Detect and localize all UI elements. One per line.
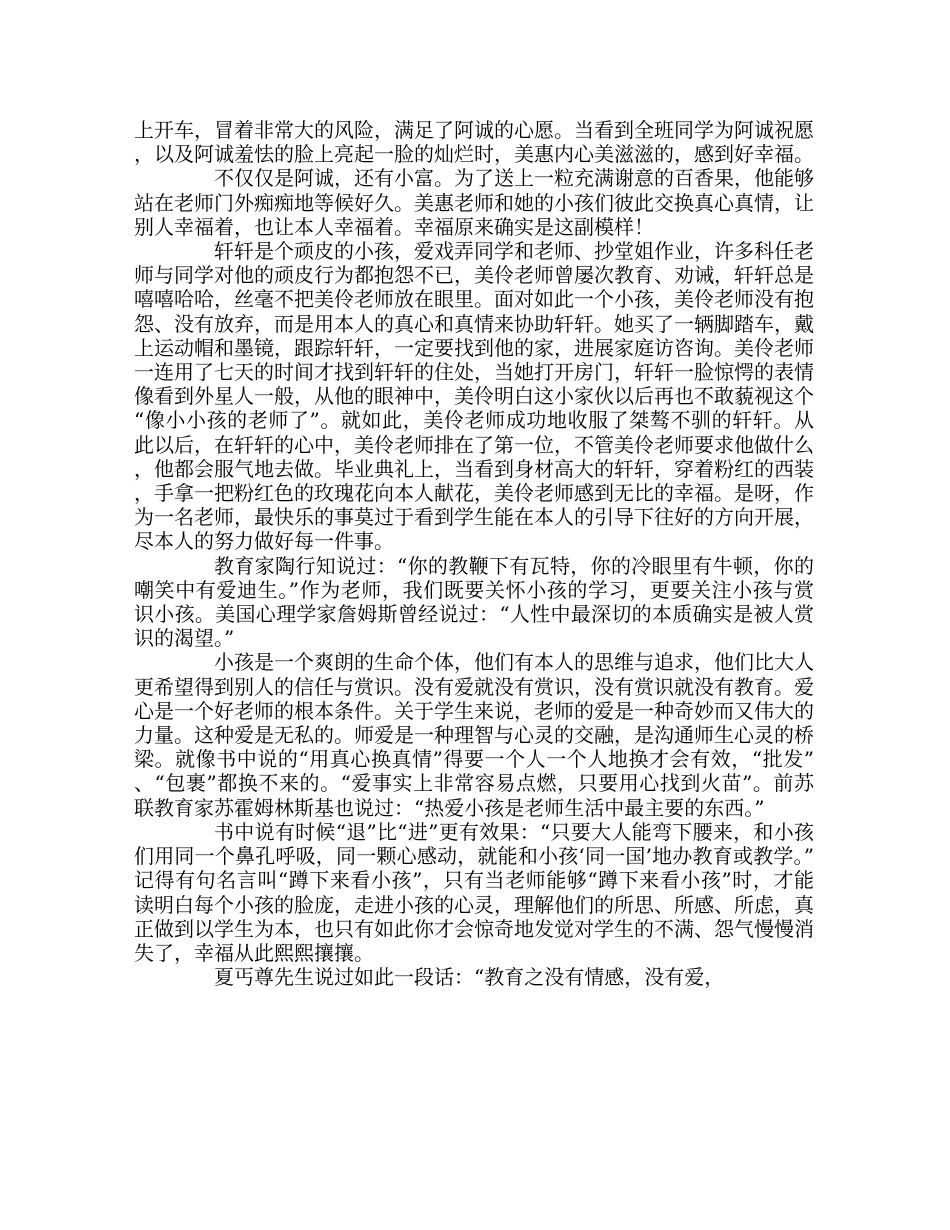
paragraph: 轩轩是个顽皮的小孩，爱戏弄同学和老师、抄堂姐作业，许多科任老师与同学对他的顽皮行为都抱怨不已，美伶老师曾屡次教育、劝诫，轩轩总是嘻嘻哈哈，丝毫不把美伶老师放在眼里。面对如此一个小孩，美伶老师没有抱怨、没有放弃，而是用本人的真心和真情来协助轩轩。她买了一辆脚踏车，戴上运动帽和墨镜，跟踪轩轩，一定要找到他的家，进展家庭访咨询。美伶老师一连用了七天的时间才找到轩轩的住处，当她打开房门，轩轩一脸惊愕的表情像看到外星人一般，从他的眼神中，美伶明白这小家伙以后再也不敢藐视这个“像小小孩的老师了”。就如此，美伶老师成功地收服了桀骜不驯的轩轩。从此以后，在轩轩的心中，美伶老师排在了第一位，不管美伶老师要求他做什么，他都会服气地去做。毕业典礼上，当看到身材高大的轩轩，穿着粉红的西装，手拿一把粉红色的玫瑰花向本人献花，美伶老师感到无比的幸福。是呀，作为一名老师，最快乐的事莫过于看到学生能在本人的引导下往好的方向开展，尽本人的努力做好每一件事。: [134, 239, 814, 554]
paragraph: 教育家陶行知说过：“你的教鞭下有瓦特，你的冷眼里有牛顿，你的嘲笑中有爱迪生。”作为老师，我们既要关怀小孩的学习，更要关注小孩与赏识小孩。美国心理学家詹姆斯曾经说过：“人性中最深切的本质确实是被人赏识的渴望。”: [134, 553, 814, 651]
paragraph: 夏丐尊先生说过如此一段话：“教育之没有情感，没有爱，: [214, 965, 725, 990]
paragraph: 书中说有时候“退”比“进”更有效果：“只要大人能弯下腰来，和小孩们用同一个鼻孔呼吸，同一颗心感动，就能和小孩‘同一国’地办教育或教学。”记得有句名言叫“蹲下来看小孩”，只有当老师能够“蹲下来看小孩”时，才能读明白每个小孩的脸庞，走进小孩的心灵，理解他们的所思、所感、所虑，真正做到以学生为本，也只有如此你才会惊奇地发觉对学生的不满、怨气慢慢消失了，幸福从此熙熙攘攘。: [134, 819, 814, 965]
paragraph: 小孩是一个爽朗的生命个体，他们有本人的思维与追求，他们比大人更希望得到别人的信任与赏识。没有爱就没有赏识，没有赏识就没有教育。爱心是一个好老师的根本条件。关于学生来说，老师的爱是一种奇妙而又伟大的力量。这种爱是无私的。师爱是一种理智与心灵的交融，是沟通师生心灵的桥梁。就像书中说的“用真心换真情”得要一个人一个人地换才会有效，“批发”、“包裹”都换不来的。“爱事实上非常容易点燃，只要用心找到火苗”。前苏联教育家苏霍姆林斯基也说过：“热爱小孩是老师生活中最主要的东西。”: [134, 650, 814, 820]
document-body: [134, 118, 814, 989]
paragraph: 不仅仅是阿诚，还有小富。为了送上一粒充满谢意的百香果，他能够站在老师门外痴痴地等候好久。美惠老师和她的小孩们彼此交换真心真情，让别人幸福着，也让本人幸福着。幸福原来确实是这副模样！: [134, 166, 814, 239]
paragraph-continuation: 上开车，冒着非常大的风险，满足了阿诚的心愿。当看到全班同学为阿诚祝愿，以及阿诚羞怯的脸上亮起一脸的灿烂时，美惠内心美滋滋的，感到好幸福。: [134, 118, 814, 167]
